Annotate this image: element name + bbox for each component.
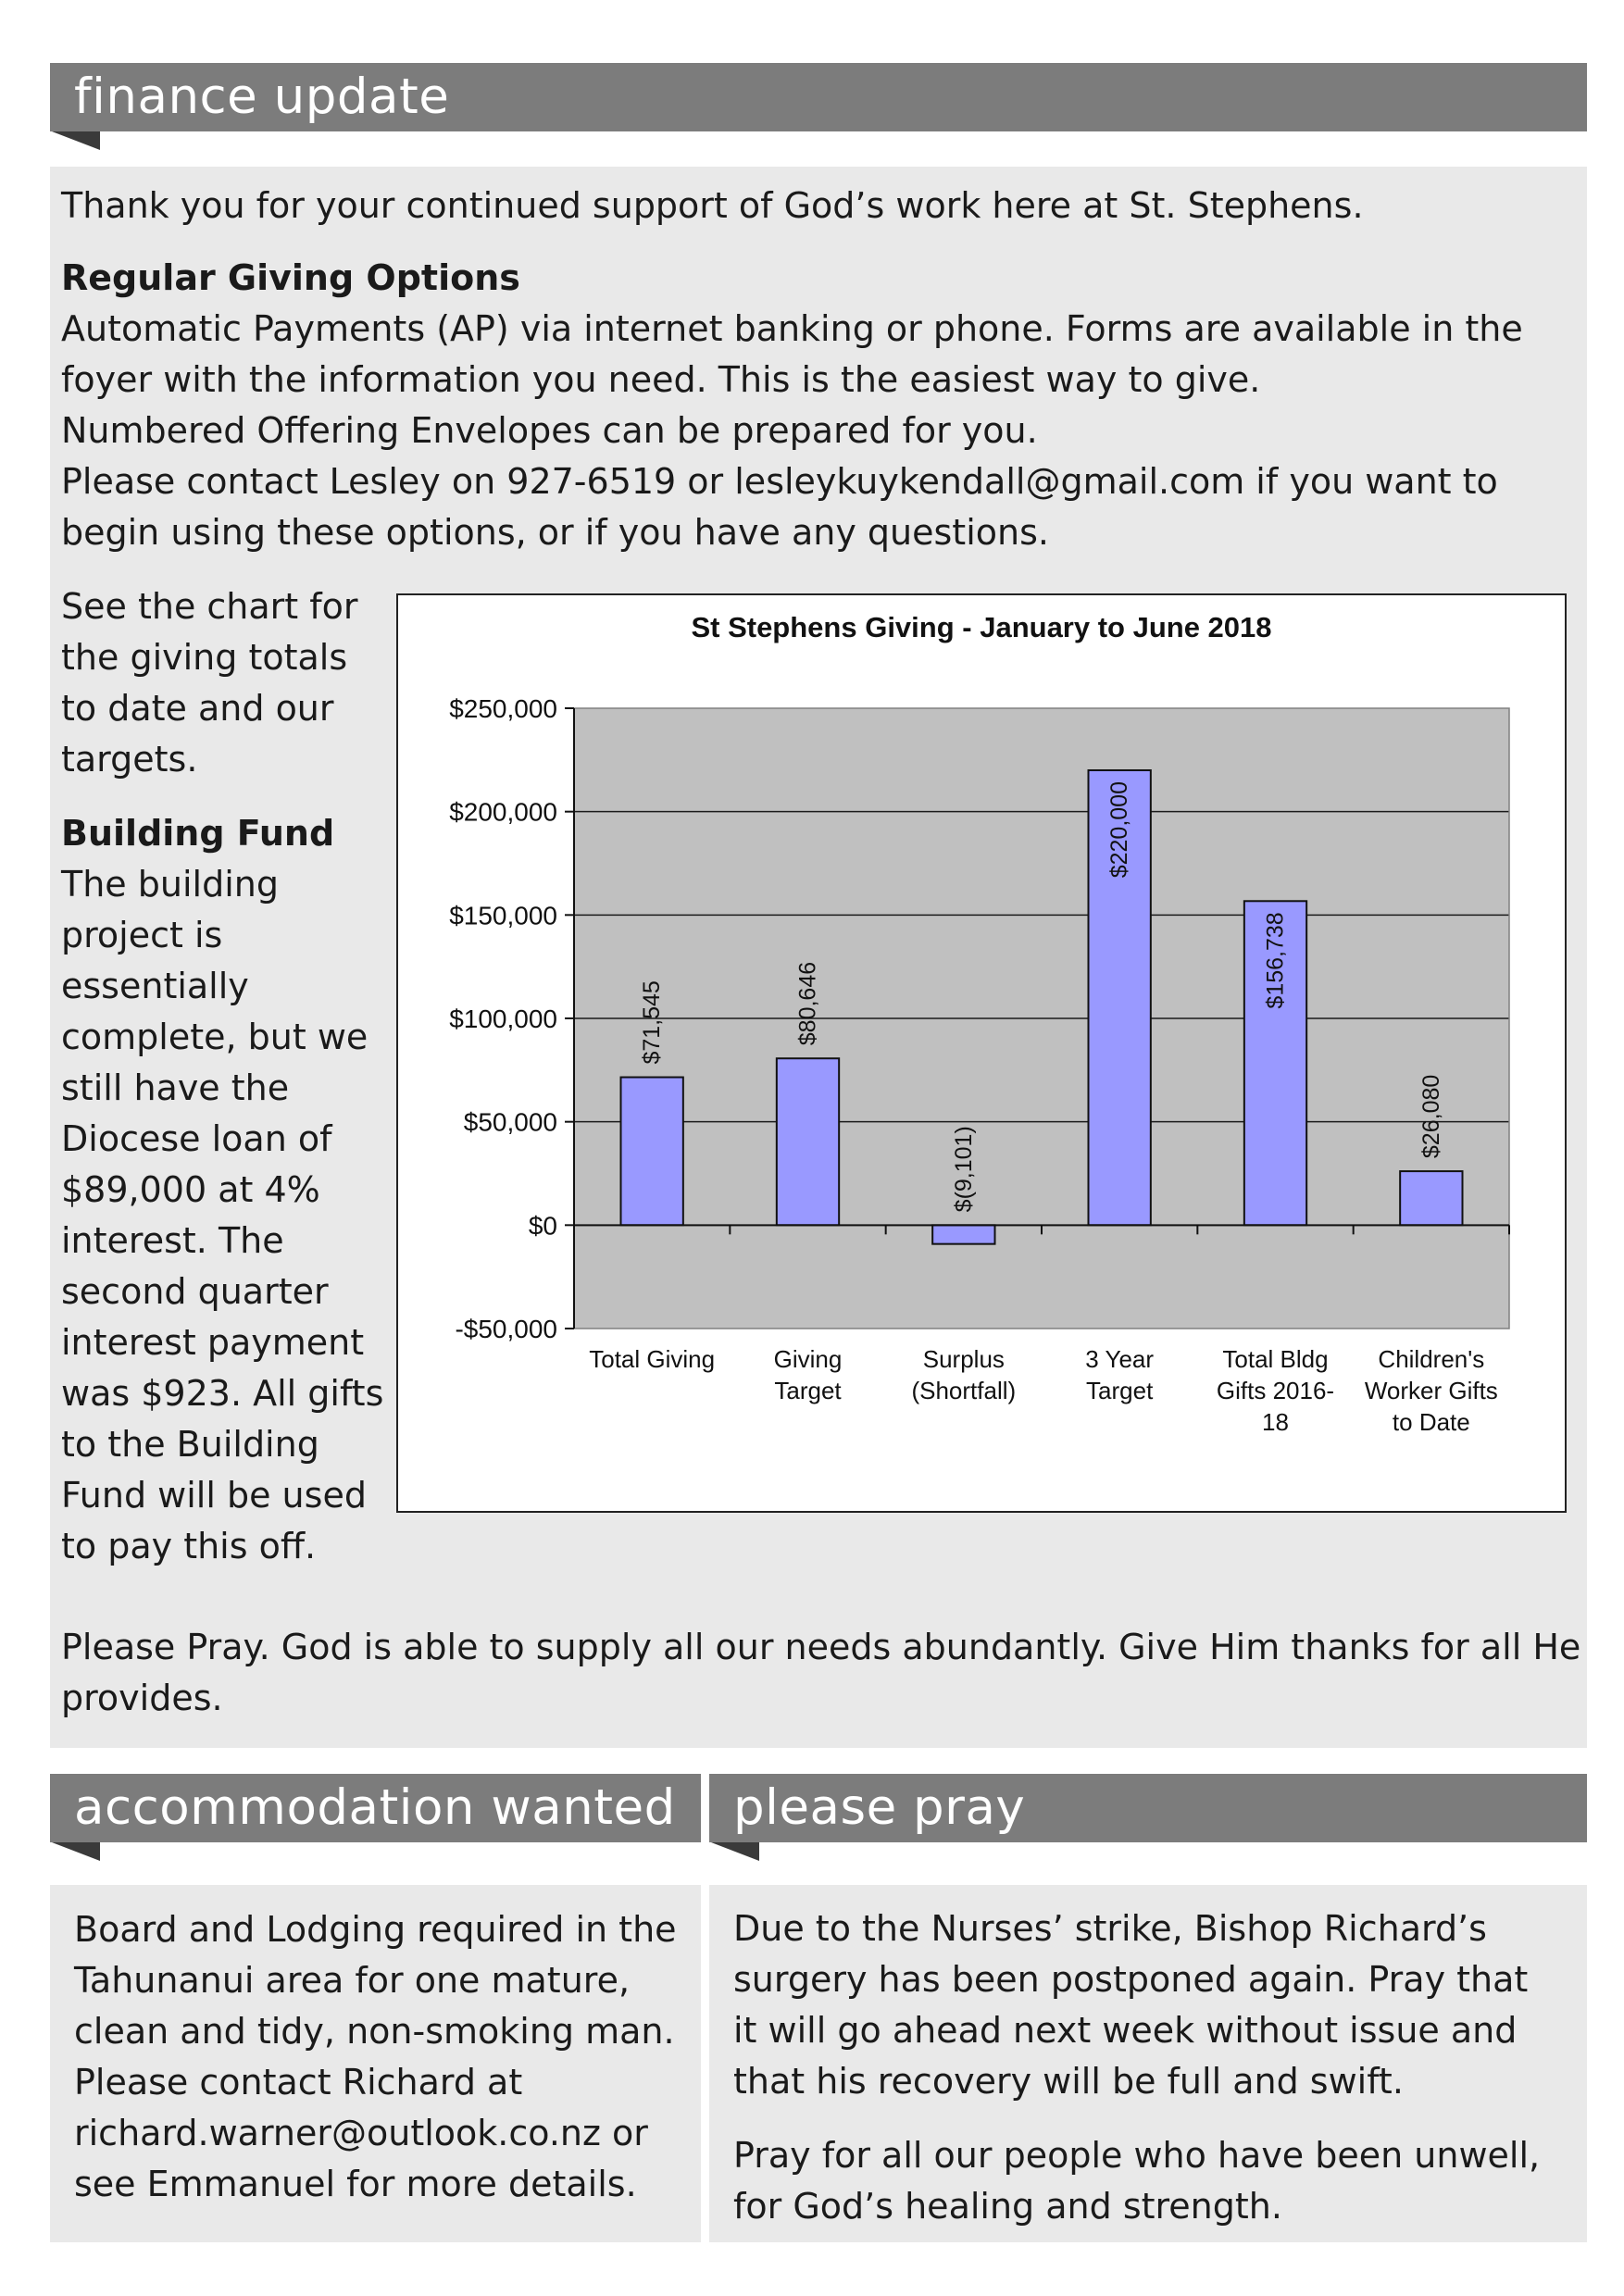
building-fund-line: Fund will be used — [61, 1475, 367, 1516]
finance-intro: Thank you for your continued support of God’s work here at St. Stephens. — [61, 185, 1364, 226]
accommodation-line: Tahunanui area for one mature, — [74, 1960, 631, 2001]
bar — [932, 1225, 994, 1243]
building-fund-line: was $923. All gifts — [61, 1373, 384, 1414]
accommodation-line: Board and Lodging required in the — [74, 1909, 677, 1950]
building-fund-line: interest payment — [61, 1322, 365, 1363]
data-label: $(9,101) — [950, 1126, 977, 1213]
building-fund-line: The building — [61, 864, 279, 905]
pray-line: surgery has been postponed again. Pray that — [733, 1959, 1529, 2000]
accommodation-banner-fold — [52, 1842, 100, 1861]
pray-line: that his recovery will be full and swift. — [733, 2061, 1404, 2102]
building-fund-line: interest. The — [61, 1220, 284, 1261]
y-tick-label: $150,000 — [449, 901, 557, 930]
category-label: Total Bldg — [1222, 1345, 1329, 1373]
category-label: Worker Gifts — [1364, 1377, 1498, 1404]
accommodation-text — [74, 1904, 677, 2210]
building-fund-line: to pay this off. — [61, 1526, 317, 1566]
bar — [777, 1058, 839, 1225]
bar — [621, 1078, 683, 1226]
chart-note-line: the giving totals — [61, 637, 348, 678]
category-label: Total Giving — [589, 1345, 716, 1373]
data-label: $26,080 — [1418, 1074, 1444, 1159]
y-tick-label: $0 — [528, 1211, 557, 1241]
data-label: $80,646 — [794, 961, 821, 1046]
category-label: Target — [774, 1377, 842, 1404]
y-tick-labels — [449, 694, 557, 1343]
y-tick-label: -$50,000 — [455, 1315, 557, 1343]
accommodation-line: richard.warner@outlook.co.nz or — [74, 2113, 648, 2153]
regular-giving-text — [61, 304, 1523, 558]
building-fund-line: $89,000 at 4% — [61, 1169, 320, 1210]
category-labels — [589, 1345, 1498, 1436]
regular-giving-line: foyer with the information you need. This is the easiest way to give. — [61, 359, 1261, 400]
accommodation-line: see Emmanuel for more details. — [74, 2164, 637, 2204]
pray-line: for God’s healing and strength. — [733, 2186, 1282, 2227]
category-label: Target — [1086, 1377, 1154, 1404]
pray-banner — [709, 1774, 1587, 1842]
category-label: Giving — [773, 1345, 843, 1373]
category-label: Surplus — [922, 1345, 1005, 1373]
accommodation-line: clean and tidy, non-smoking man. — [74, 2011, 675, 2052]
category-label: 3 Year — [1085, 1345, 1155, 1373]
category-label: Gifts 2016- — [1216, 1377, 1335, 1404]
giving-chart-svg — [398, 595, 1565, 1511]
building-fund-line: Diocese loan of — [61, 1118, 332, 1159]
building-fund-heading: Building Fund — [61, 813, 335, 854]
giving-chart — [396, 593, 1567, 1513]
bar — [1400, 1171, 1462, 1225]
data-label: $220,000 — [1106, 781, 1133, 879]
accommodation-line: Please contact Richard at — [74, 2062, 523, 2103]
regular-giving-line: Numbered Offering Envelopes can be prepared for you. — [61, 410, 1038, 451]
chart-note-line: to date and our — [61, 688, 334, 729]
finance-closing-line: Please Pray. God is able to supply all our needs abundantly. Give Him thanks for all He — [61, 1627, 1581, 1667]
finance-closing — [61, 1622, 1580, 1724]
building-fund-line: complete, but we — [61, 1017, 369, 1057]
y-tick-label: $50,000 — [463, 1107, 557, 1137]
building-fund-text — [61, 859, 383, 1572]
finance-closing-line: provides. — [61, 1678, 223, 1718]
category-label: (Shortfall) — [911, 1377, 1017, 1404]
regular-giving-line: Automatic Payments (AP) via internet banking or phone. Forms are available in the — [61, 308, 1523, 349]
finance-banner-title: finance update — [74, 69, 450, 125]
category-label: 18 — [1262, 1408, 1289, 1436]
pray-line: it will go ahead next week without issue and — [733, 2010, 1518, 2051]
y-tick-label: $200,000 — [449, 797, 557, 827]
regular-giving-line: Please contact Lesley on 927-6519 or lesleykuykendall@gmail.com if you want to — [61, 461, 1498, 502]
pray-paragraph-1 — [733, 1903, 1528, 2107]
finance-banner — [50, 63, 1587, 131]
category-label: to Date — [1392, 1408, 1470, 1436]
building-fund-line: to the Building — [61, 1424, 319, 1465]
pray-banner-fold — [711, 1842, 759, 1861]
pray-paragraph-2 — [733, 2130, 1540, 2232]
chart-title: St Stephens Giving - January to June 2018 — [691, 611, 1272, 643]
chart-note — [61, 581, 358, 785]
accommodation-banner-title: accommodation wanted — [74, 1779, 676, 1836]
category-label: Children's — [1378, 1345, 1485, 1373]
regular-giving-line: begin using these options, or if you have any questions. — [61, 512, 1049, 553]
data-label: $71,545 — [639, 980, 666, 1065]
building-fund-line: second quarter — [61, 1271, 329, 1312]
regular-giving-heading: Regular Giving Options — [61, 257, 520, 298]
pray-banner-title: please pray — [733, 1779, 1026, 1836]
finance-banner-fold — [52, 131, 100, 150]
building-fund-line: essentially — [61, 966, 249, 1006]
chart-note-line: See the chart for — [61, 586, 358, 627]
y-tick-label: $100,000 — [449, 1004, 557, 1033]
pray-line: Pray for all our people who have been unwell, — [733, 2135, 1541, 2176]
data-label: $156,738 — [1262, 912, 1289, 1009]
pray-line: Due to the Nurses’ strike, Bishop Richard’s — [733, 1908, 1487, 1949]
accommodation-banner — [50, 1774, 701, 1842]
y-tick-label: $250,000 — [449, 694, 557, 723]
building-fund-line: project is — [61, 915, 223, 955]
building-fund-line: still have the — [61, 1067, 290, 1108]
chart-note-line: targets. — [61, 739, 198, 780]
